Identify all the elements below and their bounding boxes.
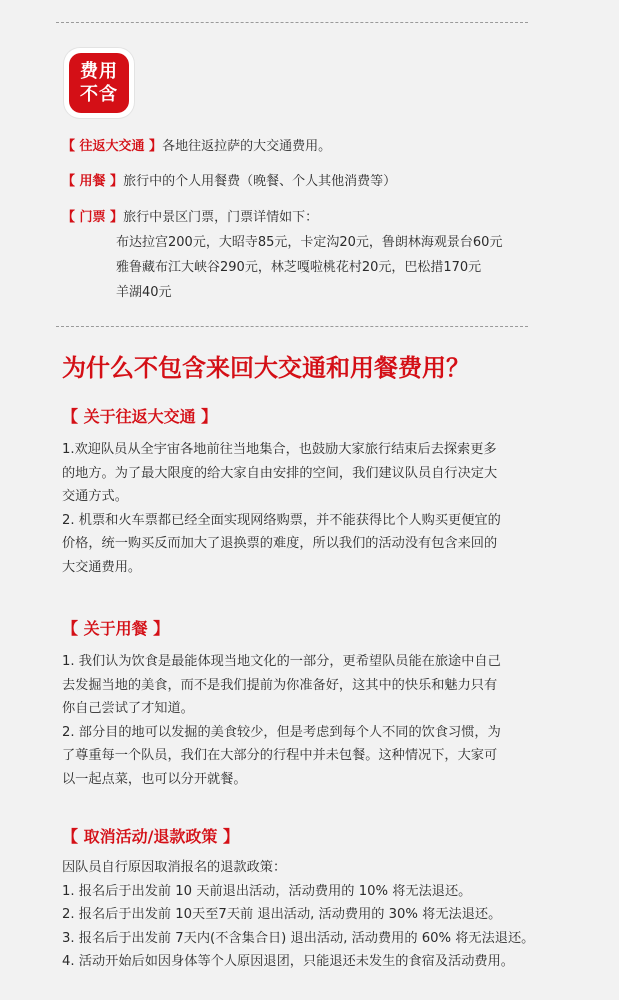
badge-line1: 费用	[80, 61, 118, 82]
cost-item-transport	[62, 136, 331, 158]
body-line: 交通方式。	[62, 489, 128, 504]
cost-tag: 【 往返大交通 】	[62, 139, 163, 154]
why-title: 为什么不包含来回大交通和用餐费用？	[62, 354, 470, 382]
body-line: 因队员自行原因取消报名的退款政策：	[62, 860, 287, 875]
cost-text: 旅行中景区门票，门票详情如下：	[123, 210, 319, 225]
body-line: 4. 活动开始后如因身体等个人原因退团，只能退还未发生的食宿及活动费用。	[62, 954, 514, 969]
body-line: 价格，统一购买反而加大了退换票的难度，所以我们的活动没有包含来回的	[62, 536, 498, 551]
body-line: 2. 报名后于出发前 10天至7天前 退出活动, 活动费用的 30% 将无法退还。	[62, 907, 502, 922]
body-line: 3. 报名后于出发前 7天内(不含集合日) 退出活动, 活动费用的 60% 将无法退还。	[62, 930, 535, 946]
body-line: 2. 部分目的地可以发掘的美食较少，但是考虑到每个人不同的饮食习惯，为	[62, 724, 501, 740]
cost-excluded-badge	[64, 48, 134, 118]
cost-item-tickets	[62, 207, 318, 229]
section-body-refund	[62, 856, 552, 974]
body-line: 你自己尝试了才知道。	[62, 701, 194, 716]
section-body-meals	[62, 650, 552, 791]
cost-text: 旅行中的个人用餐费（晚餐、个人其他消费等）	[123, 174, 397, 189]
body-line: 2. 机票和火车票都已经全面实现网络购票，并不能获得比个人购买更便宜的	[62, 512, 501, 528]
badge-icon	[69, 53, 129, 113]
cost-tag: 【 用餐 】	[62, 174, 124, 189]
section-heading-refund: 【 取消活动/退款政策 】	[62, 827, 239, 846]
body-line: 1. 我们认为饮食是最能体现当地文化的一部分，更希望队员能在旅途中自己	[62, 654, 501, 669]
middle-divider	[56, 326, 528, 327]
body-line: 大交通费用。	[62, 559, 142, 575]
badge-line2: 不含	[80, 84, 118, 105]
section-body-transport	[62, 438, 552, 579]
body-line: 的地方。为了最大限度的给大家自由安排的空间，我们建议队员自行决定大	[62, 465, 498, 481]
ticket-line: 雅鲁藏布江大峡谷290元，林芝嘎啦桃花村20元，巴松措170元	[116, 260, 482, 275]
body-line: 1.欢迎队员从全宇宙各地前往当地集合，也鼓励大家旅行结束后去探索更多	[62, 442, 497, 457]
section-heading-transport: 【 关于往返大交通 】	[62, 407, 218, 426]
body-line: 1. 报名后于出发前 10 天前退出活动，活动费用的 10% 将无法退还。	[62, 883, 472, 899]
section-heading-meals: 【 关于用餐 】	[62, 619, 170, 638]
body-line: 去发掘当地的美食，而不是我们提前为你准备好，这其中的快乐和魅力只有	[62, 677, 498, 693]
cost-tag: 【 门票 】	[62, 210, 124, 225]
top-divider	[56, 22, 528, 23]
cost-text: 各地往返拉萨的大交通费用。	[162, 139, 332, 154]
ticket-line: 羊湖40元	[116, 285, 172, 300]
body-line: 了尊重每一个队员，我们在大部分的行程中并未包餐。这种情况下，大家可	[62, 748, 498, 763]
body-line: 以一起点菜，也可以分开就餐。	[62, 771, 247, 787]
ticket-line: 布达拉宫200元，大昭寺85元，卡定沟20元，鲁朗林海观景台60元	[116, 235, 503, 250]
cost-item-meals	[62, 171, 396, 193]
